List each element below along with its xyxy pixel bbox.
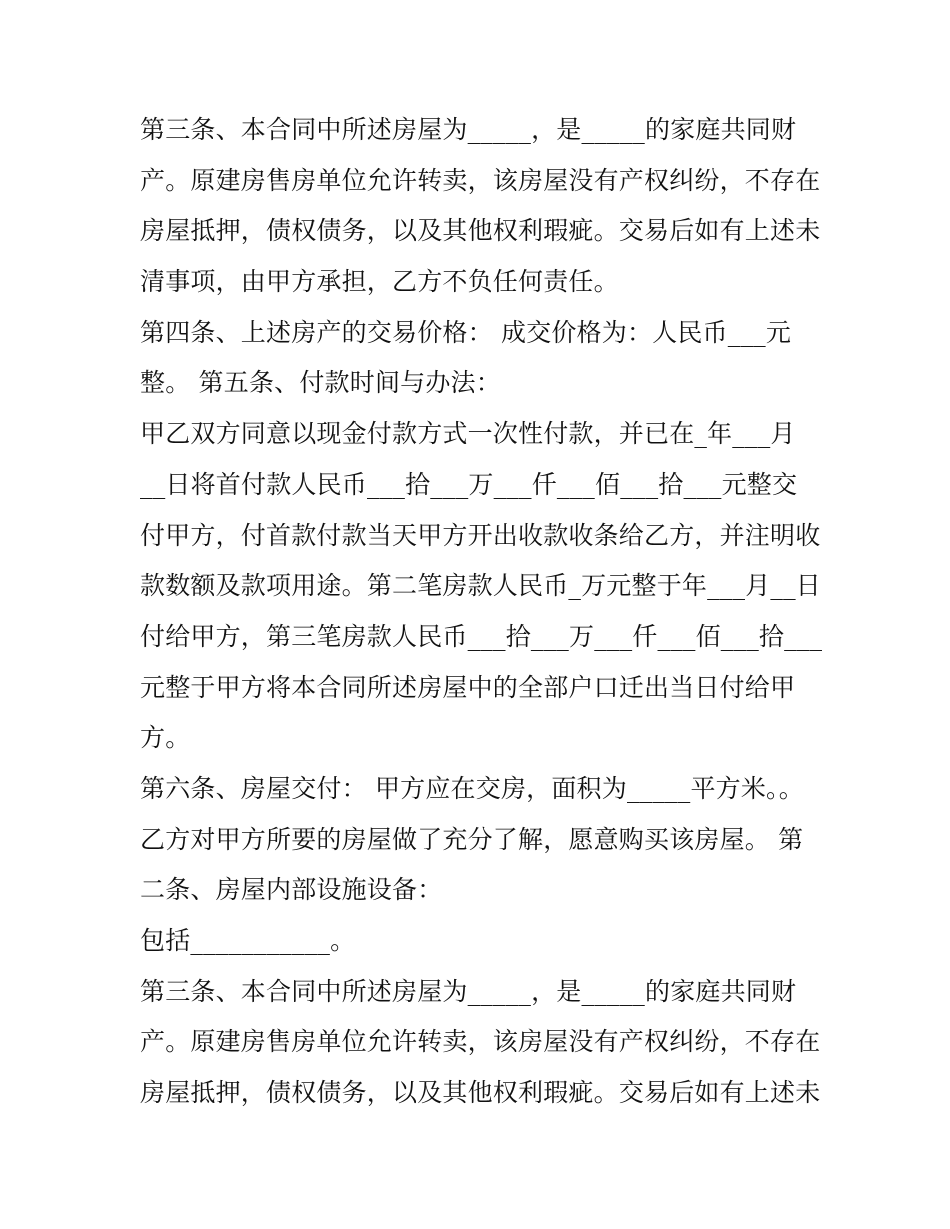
text-line: 二条、房屋内部设施设备： — [140, 875, 443, 905]
text-line: 产。原建房售房单位允许转卖，该房屋没有产权纠纷，不存在 — [140, 1027, 821, 1057]
text-line: 甲乙双方同意以现金付款方式一次性付款，并已在_年___月 — [140, 419, 796, 449]
text-line: 付甲方，付首款付款当天甲方开出收款收条给乙方，并注明收 — [140, 520, 821, 550]
text-line: 房屋抵押，债权债务，以及其他权利瑕疵。交易后如有上述未 — [140, 216, 821, 246]
text-line: 第四条、上述房产的交易价格： 成交价格为：人民币___元 — [140, 317, 792, 347]
text-line: 乙方对甲方所要的房屋做了充分了解，愿意购买该房屋。 第 — [140, 824, 804, 854]
text-line: __日将首付款人民币___拾___万___仟___佰___拾___元整交 — [140, 469, 798, 499]
text-line: 第三条、本合同中所述房屋为_____，是_____的家庭共同财 — [140, 115, 797, 144]
text-line: 第三条、本合同中所述房屋为_____，是_____的家庭共同财 — [140, 976, 797, 1006]
contract-body — [140, 105, 823, 1119]
text-line: 整。 第五条、付款时间与办法： — [140, 368, 501, 398]
text-line: 第六条、房屋交付： 甲方应在交房，面积为_____平方米。。 — [140, 773, 804, 803]
text-line: 款数额及款项用途。第二笔房款人民币_万元整于年___月__日 — [140, 571, 822, 601]
text-line: 方。 — [140, 723, 191, 753]
text-line: 清事项，由甲方承担，乙方不负任何责任。 — [140, 267, 619, 297]
text-line: 付给甲方，第三笔房款人民币___拾___万___仟___佰___拾___ — [140, 621, 823, 651]
text-line: 元整于甲方将本合同所述房屋中的全部户口迁出当日付给甲 — [140, 672, 796, 702]
text-line: 房屋抵押，债权债务，以及其他权利瑕疵。交易后如有上述未 — [140, 1078, 821, 1108]
text-line: 包括___________。 — [140, 926, 356, 955]
text-line: 产。原建房售房单位允许转卖，该房屋没有产权纠纷，不存在 — [140, 165, 821, 195]
